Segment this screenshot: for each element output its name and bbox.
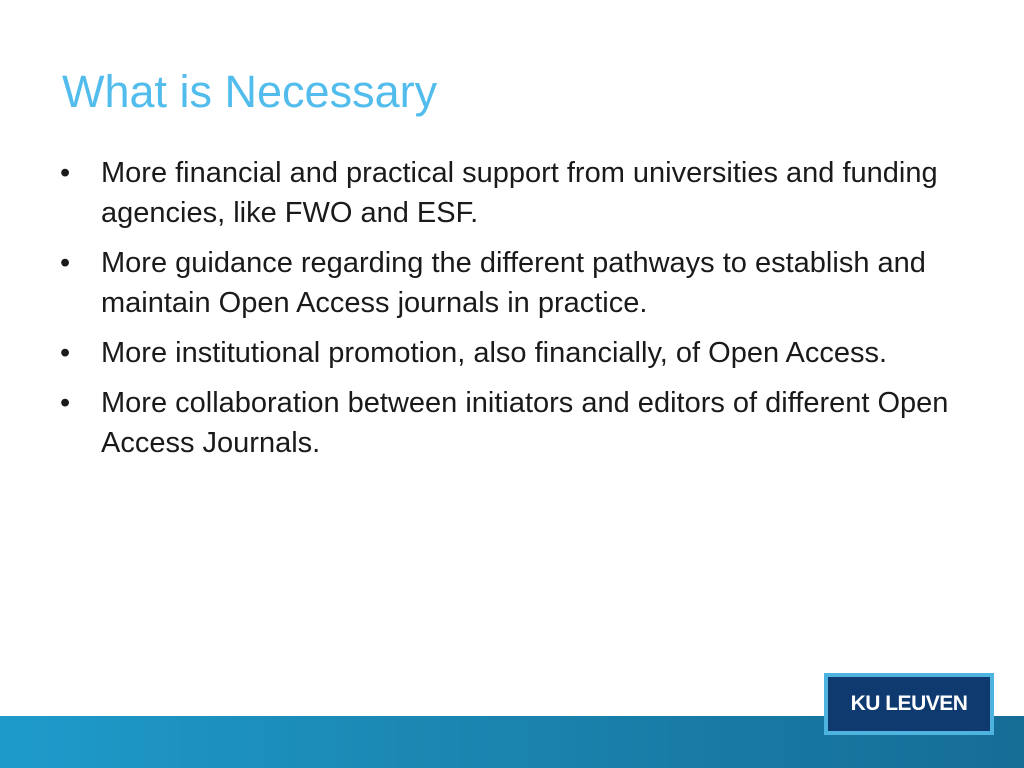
bullet-item	[60, 383, 985, 463]
bullet-dot-icon: •	[60, 247, 71, 279]
bullet-text: More collaboration between initiators and editors of different Open Access Journals.	[101, 387, 949, 459]
bullet-list	[60, 153, 985, 473]
bullet-item	[60, 243, 985, 323]
bullet-dot-icon: •	[60, 157, 71, 189]
bullet-item	[60, 333, 985, 373]
ku-leuven-logo	[824, 673, 994, 735]
logo-text: KU LEUVEN	[850, 692, 968, 715]
bullet-text: More institutional promotion, also financially, of Open Access.	[101, 337, 888, 369]
bullet-dot-icon: •	[60, 387, 71, 419]
bullet-text: More guidance regarding the different pathways to establish and maintain Open Access journals in practice.	[101, 247, 926, 319]
bullet-text: More financial and practical support from universities and funding agencies, like FWO and ESF.	[101, 157, 938, 229]
bullet-item	[60, 153, 985, 233]
slide-title: What is Necessary	[62, 66, 438, 117]
bullet-dot-icon: •	[60, 337, 71, 369]
